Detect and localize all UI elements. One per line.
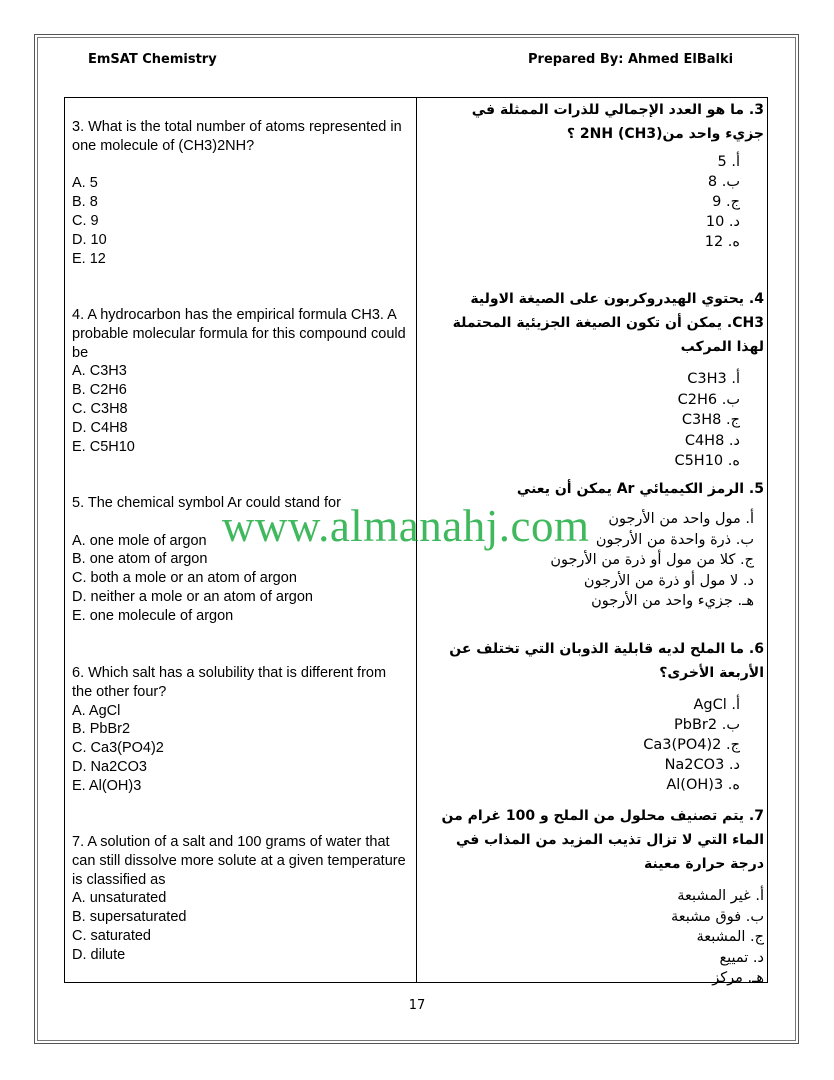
option-value: 5 (717, 154, 727, 170)
option-letter: ب. (721, 174, 740, 190)
header-author: Prepared By: Ahmed ElBalki (528, 52, 734, 67)
option-letter: ج. (726, 737, 740, 753)
option-value: C3H3 (687, 371, 727, 387)
option-c: C. 9 (72, 212, 99, 229)
option-a: أ. مول واحد من الأرجون (608, 511, 754, 527)
english-question-7 (72, 833, 410, 965)
option-d: د. تمييع (719, 949, 764, 966)
option-value: 10 (705, 214, 725, 230)
option-a: أ. غير المشبعة (677, 888, 764, 904)
arabic-question-3 (434, 98, 764, 252)
option-letter: د. (728, 757, 740, 773)
watermark: www.almanahj.com (222, 501, 590, 551)
option-b: B. one atom of argon (72, 551, 208, 568)
option-letter: ب. (721, 391, 740, 408)
arabic-question-4 (434, 287, 764, 472)
option-c: C. Ca3(PO4)2 (72, 740, 164, 757)
option-b: ب. فوق مشبعة (671, 908, 764, 925)
option-d: د. لا مول أو ذرة من الأرجون (583, 572, 754, 589)
option-d: D. Na2CO3 (72, 758, 147, 775)
option-letter: ه. (727, 234, 740, 250)
question-stem: 6. ما الملح لديه قابلية الذوبان التي تختلف عن الأربعة الأخرى؟ (449, 641, 764, 681)
option-d: D. dilute (72, 946, 126, 963)
option-a: A. 5 (72, 175, 98, 192)
english-question-3 (72, 118, 410, 268)
question-stem: 3. ما هو العدد الإجمالي للذرات الممثلة في جزيء واحد من(CH3) 2NH ؟ (471, 102, 764, 142)
option-d: D. 10 (72, 231, 107, 248)
question-stem: 4. يحتوي الهيدروكربون على الصيغة الاولية CH3. يمكن أن تكون الصيغة الجزيئية المحتملة لهذا المركب (452, 291, 764, 355)
option-c: ج. كلا من مول أو ذرة من الأرجون (550, 552, 754, 568)
option-value: PbBr2 (674, 717, 718, 733)
english-question-4 (72, 306, 410, 456)
option-b: B. C2H6 (72, 382, 127, 399)
option-value: C3H8 (681, 412, 722, 428)
question-stem: 7. A solution of a salt and 100 grams of water that can still dissolve more solute at a given temperature is classified as (72, 834, 406, 888)
option-b: B. PbBr2 (72, 721, 131, 738)
option-c: C. both a mole or an atom of argon (72, 570, 297, 587)
option-e: E. C5H10 (72, 438, 135, 455)
option-value: C4H8 (684, 432, 725, 449)
option-letter: أ. (731, 697, 740, 713)
option-a: A. AgCl (72, 702, 121, 719)
option-b: ب. ذرة واحدة من الأرجون (595, 531, 754, 548)
option-value: Na2CO3 (664, 757, 725, 773)
option-c: C. saturated (72, 927, 151, 944)
option-c: ج. المشبعة (696, 929, 764, 945)
question-stem: 5. الرمز الكيميائي Ar يمكن أن يعني (516, 481, 764, 497)
option-value: 8 (707, 174, 718, 190)
option-b: B. supersaturated (72, 909, 187, 926)
option-value: 12 (704, 234, 724, 250)
option-letter: د. (728, 214, 740, 230)
question-stem: 7. يتم تصنيف محلول من الملح و 100 غرام من الماء التي لا تزال تذيب المزيد من المذاب في درجة حرارة معينة (441, 808, 764, 872)
question-stem: 3. What is the total number of atoms represented in one molecule of (CH3)2NH? (72, 119, 402, 154)
option-e: E. one molecule of argon (72, 607, 234, 624)
option-a: A. unsaturated (72, 890, 167, 907)
question-stem: 4. A hydrocarbon has the empirical formula CH3. A probable molecular formula for this compound could be (72, 307, 406, 361)
option-e: E. 12 (72, 250, 106, 267)
option-d: D. C4H8 (72, 419, 128, 436)
option-value: C2H6 (677, 391, 718, 408)
page-number: 17 (408, 998, 426, 1013)
option-value: AgCl (693, 697, 727, 713)
option-value: C5H10 (674, 453, 724, 469)
option-letter: ه. (727, 777, 740, 793)
arabic-question-6 (434, 637, 764, 795)
option-e: هـ. جزيء واحد من الأرجون (591, 593, 754, 609)
option-b: B. 8 (72, 194, 98, 211)
question-stem: 5. The chemical symbol Ar could stand for (72, 495, 341, 511)
arabic-question-7 (434, 804, 764, 989)
option-value: 9 (712, 194, 722, 210)
option-letter: ب. (721, 717, 740, 733)
option-a: A. C3H3 (72, 363, 127, 380)
option-a: A. one mole of argon (72, 532, 207, 549)
option-c: C. C3H8 (72, 400, 128, 417)
english-question-6 (72, 664, 410, 796)
option-letter: أ. (731, 371, 740, 387)
header-subject: EmSAT Chemistry (88, 52, 217, 67)
option-letter: ج. (726, 194, 740, 210)
option-letter: ج. (726, 412, 740, 428)
option-value: Al(OH)3 (666, 777, 724, 793)
option-letter: ه. (727, 453, 740, 469)
option-letter: د. (728, 432, 740, 449)
option-e: هـ. مركز (712, 970, 764, 986)
question-stem: 6. Which salt has a solubility that is different from the other four? (72, 665, 387, 700)
option-e: E. Al(OH)3 (72, 777, 142, 794)
option-value: Ca3(PO4)2 (643, 737, 722, 753)
option-d: D. neither a mole or an atom of argon (72, 588, 313, 605)
option-letter: أ. (731, 154, 740, 170)
